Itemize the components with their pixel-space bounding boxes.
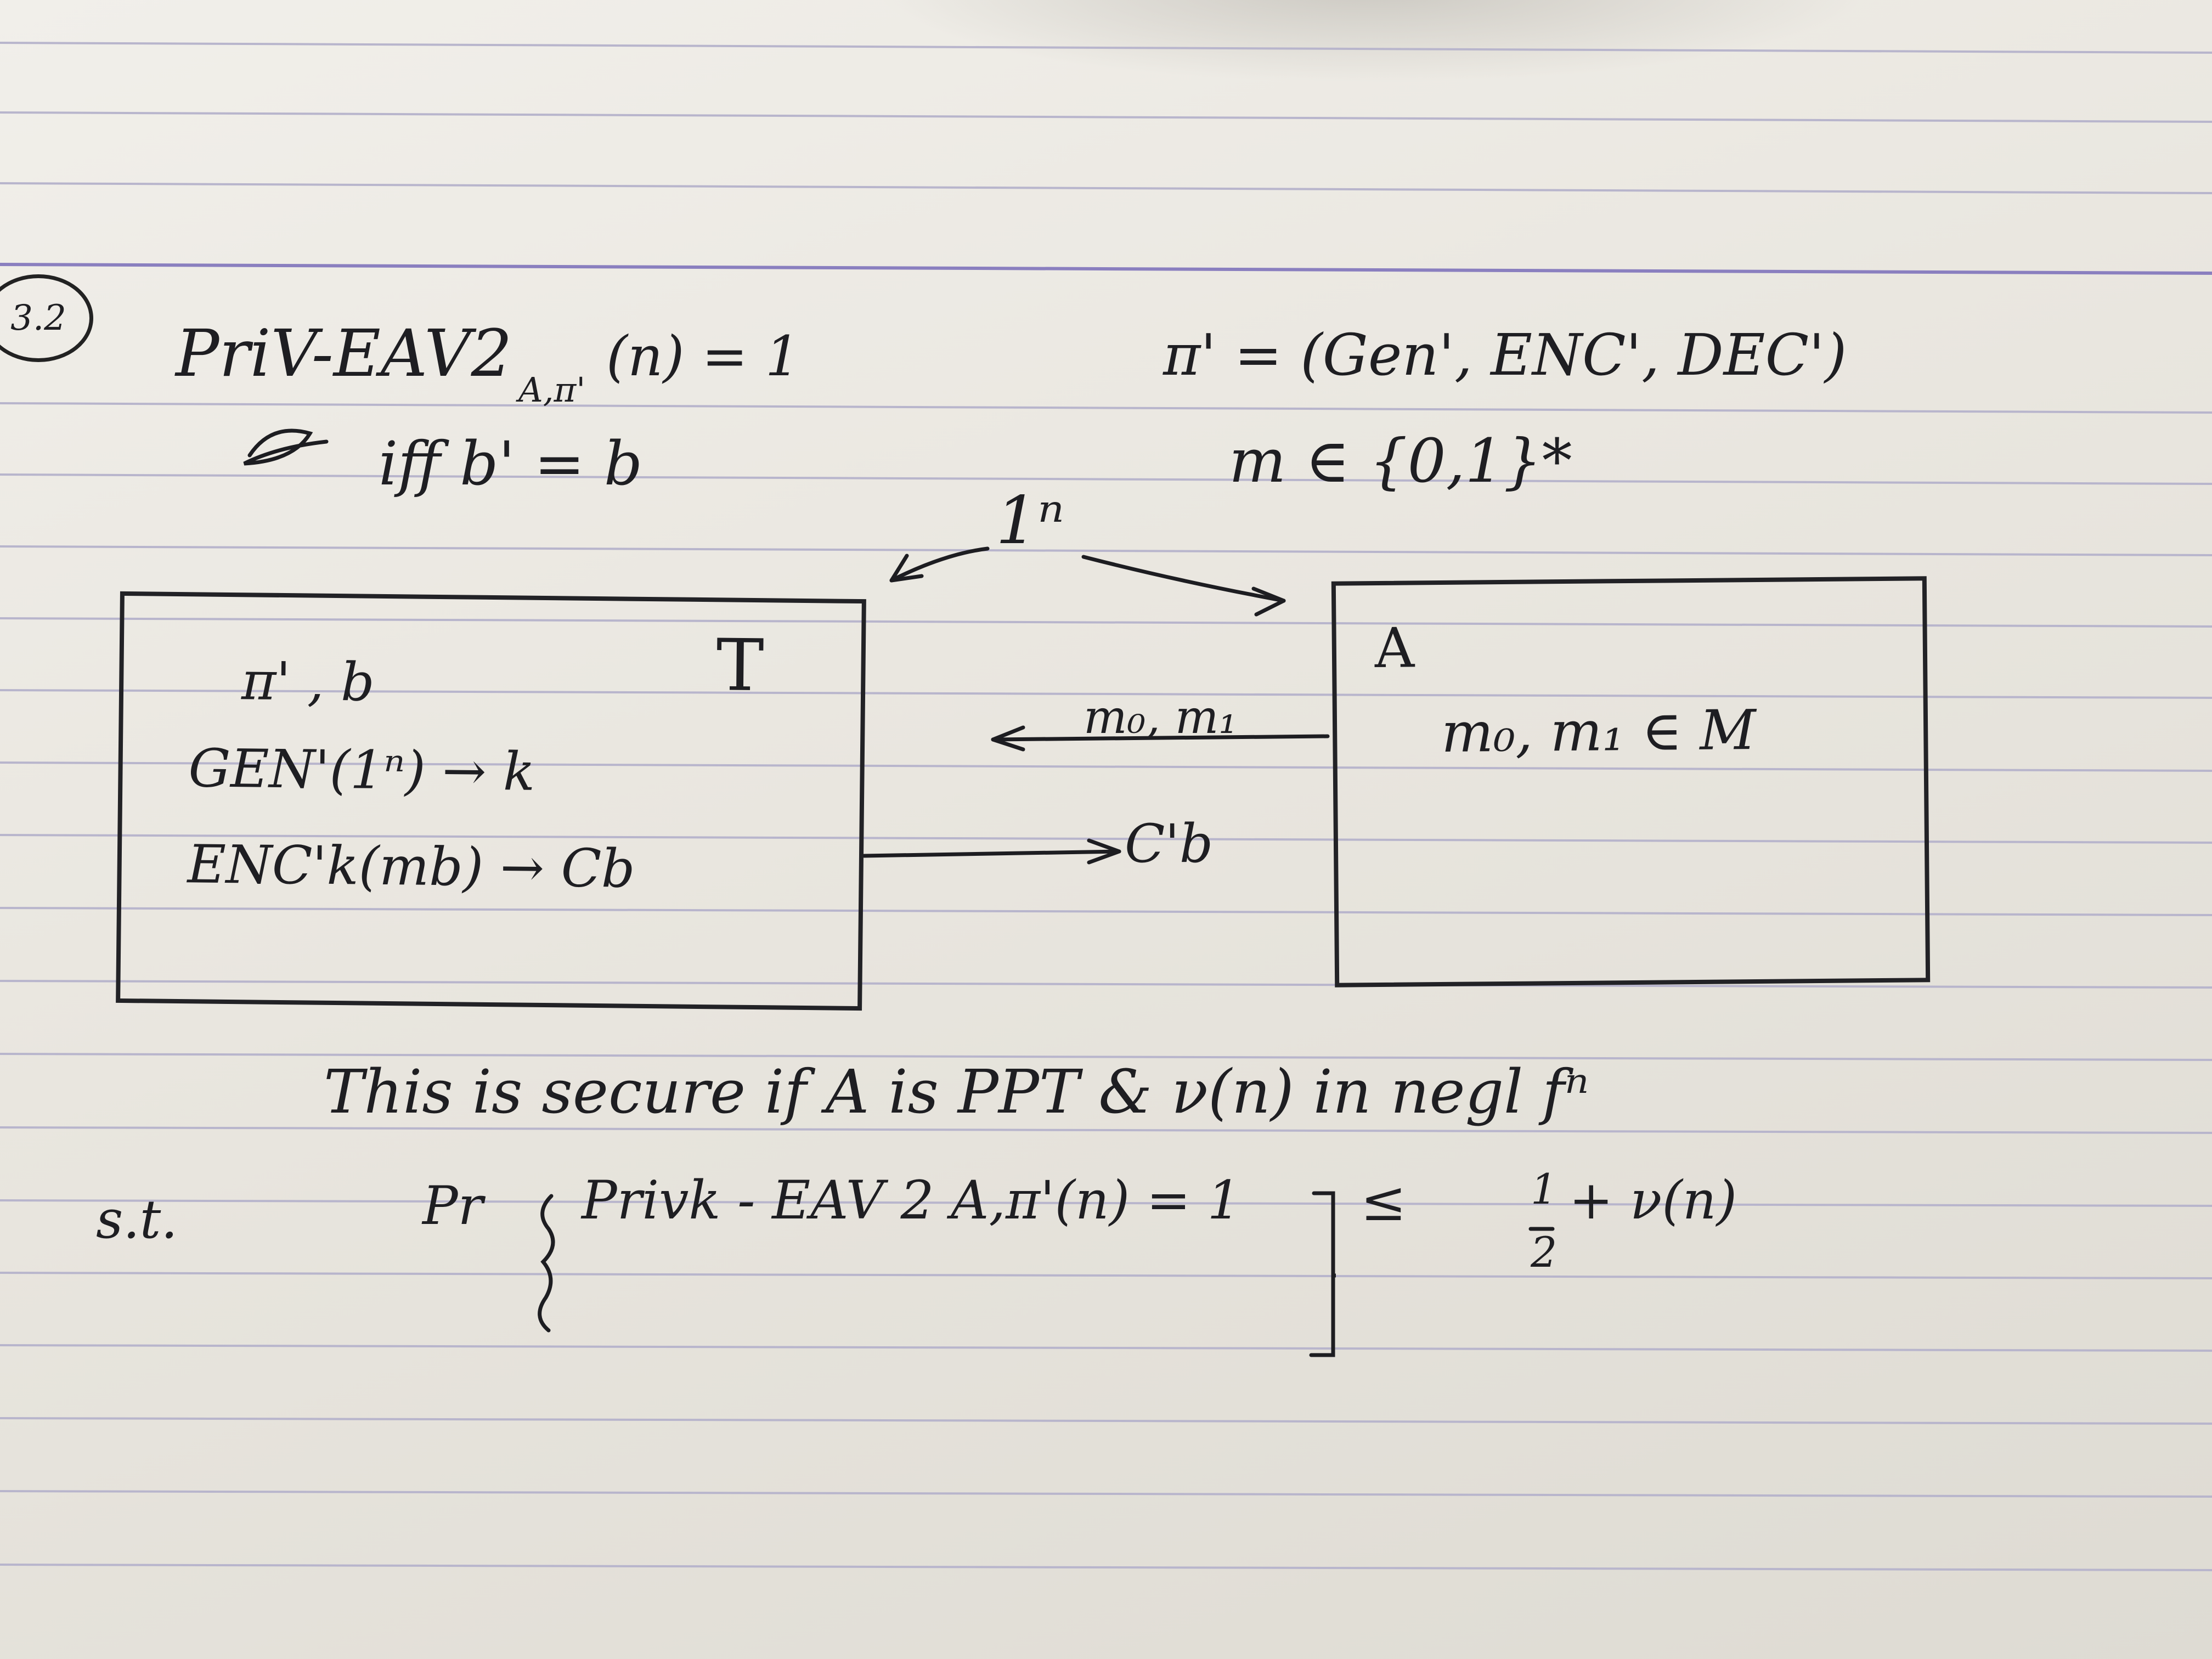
scheme-definition: π' = (Gen', ENC', DEC') xyxy=(1163,321,1847,388)
bound-rest: + ν(n) xyxy=(1569,1170,1737,1231)
experiment-name: PriV-EAV2 xyxy=(176,315,512,391)
adversary-line-1: m₀, m₁ ∈ M xyxy=(1441,698,1757,765)
arrow-to-challenger xyxy=(891,549,988,580)
arrow-ciphertext xyxy=(864,851,1119,856)
arrow-to-adversary xyxy=(1084,557,1284,601)
section-number: 3.2 xyxy=(10,298,66,338)
security-statement: This is secure if A is PPT & ν(n) in negl fⁿ xyxy=(324,1057,1589,1127)
challenger-line-3: ENC'k(mb) → Cb xyxy=(187,833,636,900)
challenger-label: T xyxy=(715,623,765,708)
experiment-subscript: A,π' xyxy=(518,370,586,410)
probability-event: Privk - EAV 2 A,π'(n) = 1 xyxy=(582,1170,1241,1231)
bound-denominator: 2 xyxy=(1531,1228,1558,1277)
scribble-mark xyxy=(244,431,326,464)
challenger-box xyxy=(116,591,866,1011)
messages-label: m₀, m₁ xyxy=(1084,690,1238,744)
such-that-label: s.t. xyxy=(96,1189,178,1250)
bound-numerator: 1 xyxy=(1531,1165,1558,1214)
security-parameter: 1ⁿ xyxy=(996,483,1064,559)
challenger-line-1: π' , b xyxy=(241,650,375,713)
inequality-symbol: ≤ xyxy=(1361,1169,1407,1233)
ciphertext-label: C'b xyxy=(1125,813,1214,874)
message-space: m ∈ {0,1}* xyxy=(1229,426,1572,496)
adversary-box xyxy=(1331,576,1930,987)
challenger-line-2: GEN'(1ⁿ) → k xyxy=(188,737,535,803)
condition-text: iff b' = b xyxy=(379,428,643,499)
experiment-args: (n) = 1 xyxy=(606,324,800,388)
adversary-label: A xyxy=(1374,616,1415,681)
probability-symbol: Pr xyxy=(422,1175,483,1237)
